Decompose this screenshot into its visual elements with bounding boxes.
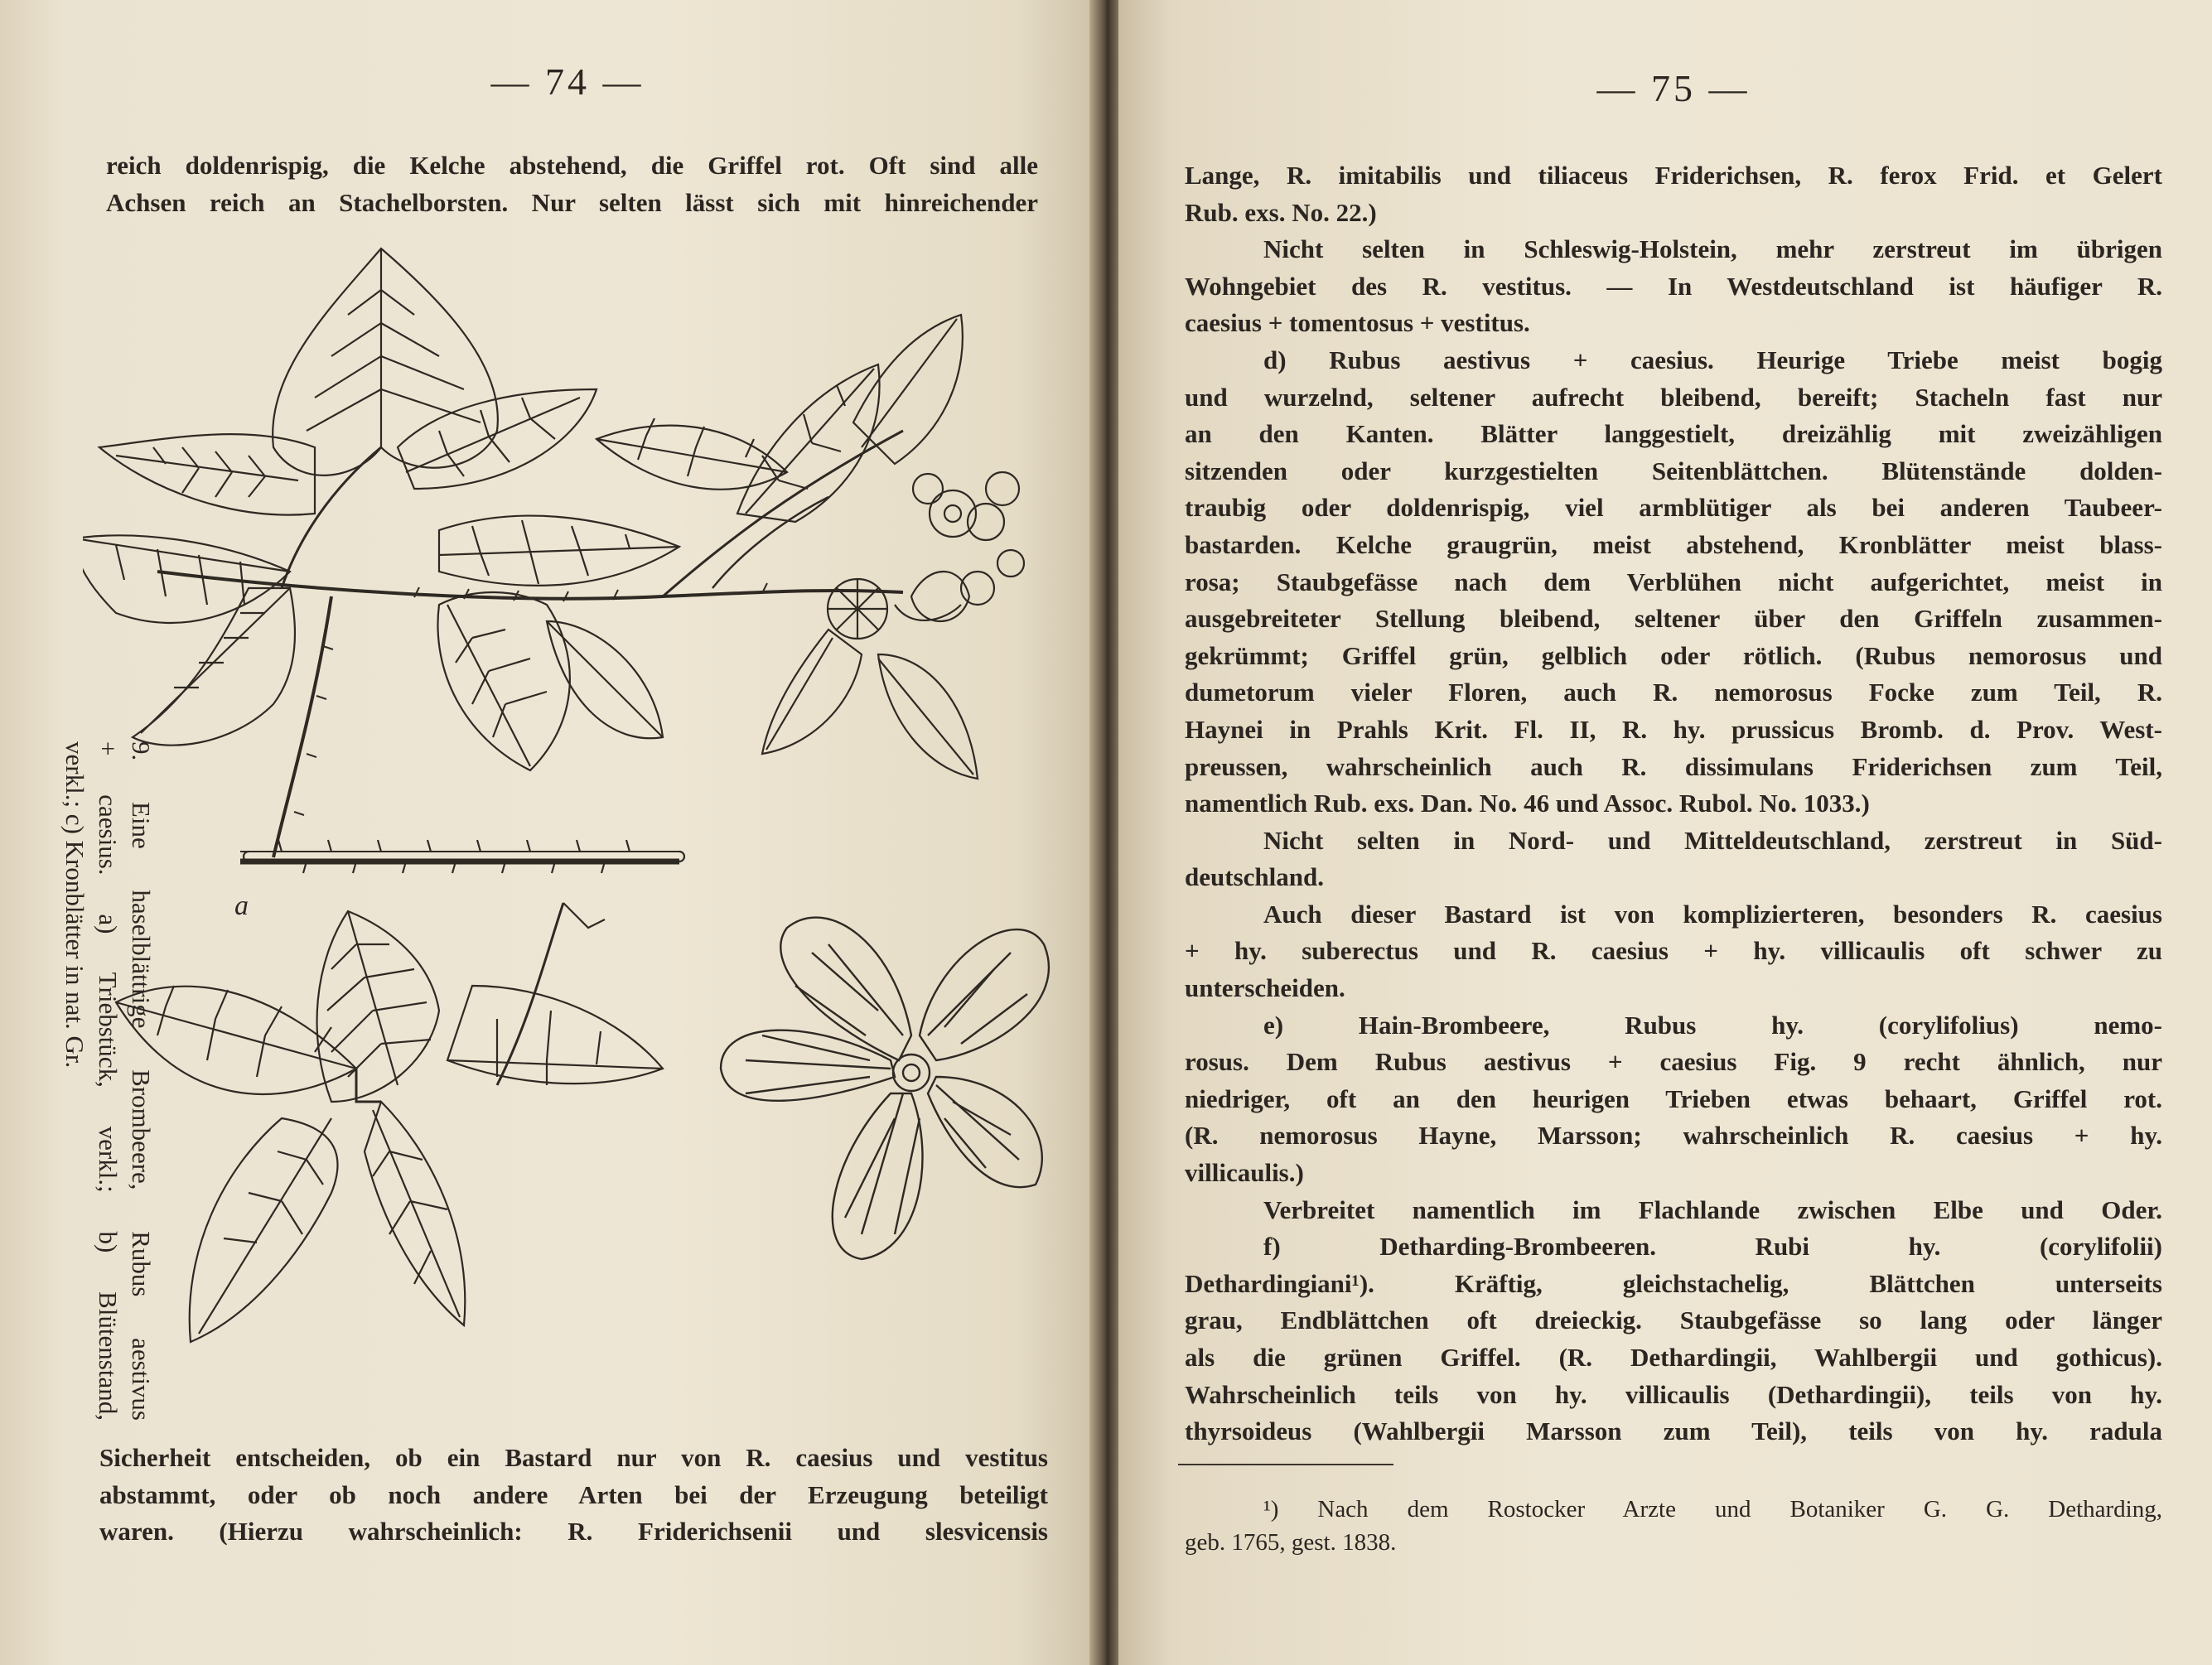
left-bottom-text	[99, 1440, 1048, 1551]
text-line: Lange, R. imitabilis und tiliaceus Friderichsen, R. ferox Frid. et Gelert	[1185, 161, 2162, 190]
leaf-upper-terminal	[273, 249, 498, 475]
text-line: dumetorum vieler Floren, auch R. nemorosus Focke zum Teil, R.	[1185, 678, 2162, 707]
text-line: + hy. suberectus und R. caesius + hy. villicaulis oft schwer zu	[1185, 936, 2162, 966]
stem	[663, 431, 903, 596]
text-line: Dethardingiani¹). Kräftig, gleichstachelig, Blättchen unterseits	[1185, 1268, 2162, 1298]
text-line: thyrsoideus (Wahlbergii Marsson zum Teil), teils von hy. radula	[1185, 1416, 2162, 1446]
leaf-branch-right	[596, 315, 963, 522]
text-line: caesius + tomentosus + vestitus.	[1185, 308, 1530, 338]
text-line: rosa; Staubgefässe nach dem Verblühen nicht aufgerichtet, meist in	[1185, 567, 2162, 596]
leaf-middle-right	[437, 516, 679, 770]
text-line: Achsen reich an Stachelborsten. Nur selten lässt sich mit hinreichender	[106, 187, 1038, 217]
text-line: abstammt, oder ob noch andere Arten bei der Erzeugung beteiligt	[99, 1479, 1048, 1509]
text-line: rosus. Dem Rubus aestivus + caesius Fig. 9 recht ähnlich, nur	[1185, 1047, 2162, 1077]
text-line: gekrümmt; Griffel grün, gelblich oder rötlich. (Rubus nemorosus und	[1185, 640, 2162, 670]
text-line: als die grünen Griffel. (R. Dethardingii, Wahlbergii und gothicus).	[1185, 1343, 2162, 1372]
text-line: Sicherheit entscheiden, ob ein Bastard nur von R. caesius und vestitus	[99, 1443, 1048, 1472]
text-line: Wahrscheinlich teils von hy. villicaulis (Dethardingii), teils von hy.	[1185, 1379, 2162, 1409]
petals-c	[721, 918, 1049, 1259]
lower-stem-a	[240, 840, 684, 873]
footnote	[1185, 1493, 2162, 1559]
right-body-text	[1185, 157, 2162, 1450]
text-line: d) Rubus aestivus + caesius. Heurige Triebe meist bogig	[1263, 345, 2162, 374]
text-line: f) Detharding-Brombeeren. Rubi hy. (corylifolii)	[1263, 1232, 2162, 1262]
book-gutter	[1089, 0, 1123, 1665]
page-number-right: — 75 —	[1596, 67, 1751, 109]
text-line: Wohngebiet des R. vestitus. — In Westdeutschland ist häufiger R.	[1185, 271, 2162, 301]
text-line: ausgebreiteter Stellung bleibend, seltener über den Griffeln zusammen-	[1185, 604, 2162, 634]
text-line: waren. (Hierzu wahrscheinlich: R. Friderichsenii und slesvicensis	[99, 1517, 1048, 1546]
footnote-line: ¹) Nach dem Rostocker Arzte und Botaniker G. G. Detharding,	[1263, 1496, 2162, 1523]
footnote-divider	[1178, 1464, 1393, 1465]
left-top-text	[106, 147, 1038, 221]
text-line: traubig oder doldenrispig, viel armblütiger als bei anderen Taubeer-	[1185, 493, 2162, 523]
right-page	[1118, 0, 2212, 1665]
text-line: Verbreitet namentlich im Flachlande zwischen Elbe und Oder.	[1263, 1194, 2162, 1224]
text-line: e) Hain-Brombeere, Rubus hy. (corylifolius) nemo-	[1263, 1010, 2162, 1040]
text-line: unterscheiden.	[1185, 973, 1345, 1003]
text-line: deutschland.	[1185, 862, 1324, 892]
text-line: Nicht selten in Nord- und Mitteldeutschland, zerstreut in Süd-	[1263, 825, 2162, 855]
text-line: (R. nemorosus Hayne, Marsson; wahrscheinlich R. caesius + hy.	[1185, 1121, 2162, 1151]
text-line: Haynei in Prahls Krit. Fl. II, R. hy. prussicus Bromb. d. Prov. West-	[1185, 714, 2162, 744]
text-line: bastarden. Kelche graugrün, meist abstehend, Kronblätter meist blass-	[1185, 529, 2162, 559]
thorns	[294, 583, 767, 815]
figure-label-a: a	[234, 890, 249, 921]
footnote-line: geb. 1765, gest. 1838.	[1185, 1529, 1397, 1556]
text-line: reich doldenrispig, die Kelche abstehend, die Griffel rot. Oft sind alle	[106, 151, 1038, 180]
caption-line: 9. Eine haselblättrige Brombeere, Rubus aestivus	[127, 741, 156, 1421]
text-line: villicaulis.)	[1185, 1158, 1304, 1188]
figure-caption	[58, 741, 157, 1421]
text-line: an den Kanten. Blätter langgestielt, dreizählig mit zweizähligen	[1185, 419, 2162, 449]
text-line: Rub. exs. No. 22.)	[1185, 197, 1377, 227]
caption-line: verkl.; c) Kronblätter in nat. Gr.	[60, 741, 89, 1069]
text-line: Auch dieser Bastard ist von komplizierteren, besonders R. caesius	[1263, 899, 2162, 929]
text-line: niedriger, oft an den heurigen Trieben etwas behaart, Griffel rot.	[1185, 1083, 2162, 1113]
text-line: und wurzelnd, seltener aufrecht bleibend, bereift; Stacheln fast nur	[1185, 382, 2162, 412]
leaf-upper-left	[99, 434, 315, 514]
text-line: namentlich Rub. exs. Dan. No. 46 und Assoc. Rubol. No. 1033.)	[1185, 789, 1870, 818]
page-number-left: — 74 —	[490, 60, 645, 103]
stem	[273, 596, 331, 857]
leaf-lower-compound	[116, 903, 663, 1342]
text-line: Nicht selten in Schleswig-Holstein, mehr zerstreut im übrigen	[1263, 234, 2162, 264]
left-page	[0, 0, 1094, 1665]
text-line: preussen, wahrscheinlich auch R. dissimulans Friderichsen zum Teil,	[1185, 751, 2162, 781]
text-line: sitzenden oder kurzgestielten Seitenblättchen. Blütenstände dolden-	[1185, 456, 2162, 485]
caption-line: + caesius. a) Triebstück, verkl.; b) Blütenstand,	[94, 741, 123, 1421]
text-line: grau, Endblättchen oft dreieckig. Staubgefässe so lang oder länger	[1185, 1305, 2162, 1335]
rubus-illustration	[83, 240, 1060, 1416]
leaf-middle-left	[83, 535, 295, 745]
